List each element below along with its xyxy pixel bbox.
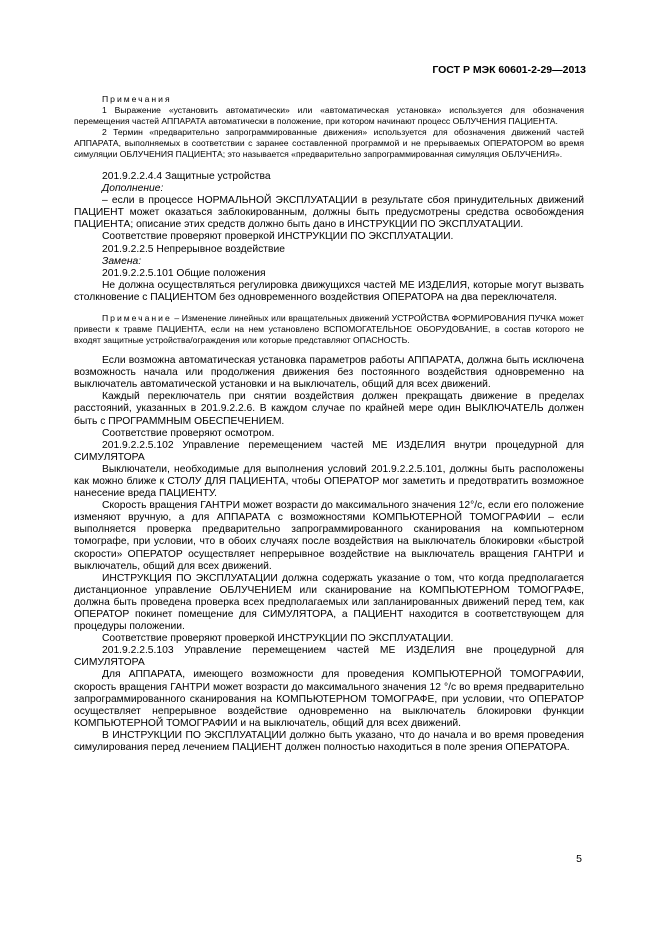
addition-label: Дополнение: bbox=[102, 183, 164, 195]
note-label: Примечание bbox=[102, 313, 172, 324]
paragraph: Скорость вращения ГАНТРИ может возрасти до максимального значения 12°/с, если его положение изменяют вручную, а для АППАРАТА с возможностями КОМПЬЮТЕРНОЙ ТОМОГРАФИИ – если выполняется проверка предварительно запрограммированного сканирования на компьютерном томографе, при условии, что в обоих случаях после воздействия на выключатель блокировки «быстрой скорости» ОПЕРАТОР осуществляет непрерывное воздействие на выключатель вращения ГАНТРИ и выключатель, общий для всех движений. bbox=[74, 500, 584, 572]
note bbox=[74, 313, 584, 346]
paragraph: Выключатели, необходимые для выполнения условий 201.9.2.2.5.101, должны быть расположены как можно ближе к СТОЛУ ДЛЯ ПАЦИЕНТА, чтобы ОПЕРАТОР мог заметить и предотвратить возможное нанесение вреда ПАЦИЕНТУ. bbox=[74, 463, 584, 500]
paragraph: Если возможна автоматическая установка параметров работы АППАРАТА, должна быть исключена возможность начала или продолжения движения без постоянного воздействия одновременно на выключатель автоматической установки и на выключатель, общий для всех движений. bbox=[74, 355, 584, 391]
note-text: – Изменение линейных или вращательных движений УСТРОЙСТВА ФОРМИРОВАНИЯ ПУЧКА может привести к травме ПАЦИЕНТА, если на нем установлено ВСПОМОГАТЕЛЬНОЕ ОБОРУДОВАНИЕ, в состав которого не входят защитные устройства/ограждения или которые представляют ОПАСНОСТЬ. bbox=[74, 313, 584, 346]
compliance-check-2: Соответствие проверяют осмотром. bbox=[102, 427, 275, 439]
list-item-release: – если в процессе НОРМАЛЬНОЙ ЭКСПЛУАТАЦИИ в результате сбоя принудительных движений ПАЦИЕНТ может оказаться заблокированным, должны быть предусмотрены средства освобождения ПАЦИЕНТА; описание этих средств должно быть дано в ИНСТРУКЦИИ ПО ЭКСПЛУАТАЦИИ. bbox=[74, 195, 584, 231]
page-number: 5 bbox=[576, 853, 582, 865]
section-heading-2225: 201.9.2.2.5 Непрерывное воздействие bbox=[102, 243, 285, 255]
paragraph: Для АППАРАТА, имеющего возможности для проведения КОМПЬЮТЕРНОЙ ТОМОГРАФИИ, скорость вращения ГАНТРИ может возрасти до максимального значения 12 °/с во время предварительно запрограммированного сканирования на КОМПЬЮТЕРНОМ ТОМОГРАФЕ, при условии, что ОПЕРАТОР осуществляет непрерывное воздействие одновременно на выключатель блокировки функции КОМПЬЮТЕРНОЙ ТОМОГРАФИИ и на выключатель, общий для всех движений. bbox=[74, 669, 584, 729]
section-heading-22253: 201.9.2.2.5.103 Управление перемещением частей МЕ ИЗДЕЛИЯ вне процедурной для СИМУЛЯТОРА bbox=[74, 645, 584, 669]
note-2: 2 Термин «предварительно запрограммированные движения» используется для обозначения движений частей АППАРАТА, выполняемых в соответствии с заранее составленной программой и не прерываемых ОПЕРАТОРОМ во время симуляции ОБЛУЧЕНИЯ ПАЦИЕНТА; это называется «предварительно запрограммированная симуляция ОБЛУЧЕНИЯ». bbox=[74, 127, 584, 159]
document-id-header: ГОСТ Р МЭК 60601-2-29—2013 bbox=[432, 64, 586, 76]
paragraph: ИНСТРУКЦИЯ ПО ЭКСПЛУАТАЦИИ должна содержать указание о том, что когда предполагается дистанционное управление ОБЛУЧЕНИЕМ или сканирование на КОМПЬЮТЕРНОМ ТОМОГРАФЕ, должна быть проведена проверка всех предполагаемых или запланированных движений перед тем, как ОПЕРАТОР покинет помещение для СИМУЛЯТОРА, а ПАЦИЕНТ находится в соответствующем для процедуры положении. bbox=[74, 572, 584, 633]
section-heading-2244: 201.9.2.2.4.4 Защитные устройства bbox=[102, 171, 271, 182]
section-heading-22252: 201.9.2.2.5.102 Управление перемещением частей МЕ ИЗДЕЛИЯ внутри процедурной для СИМУЛЯТОРА bbox=[74, 439, 584, 463]
document-body bbox=[74, 94, 584, 754]
section-heading-22251: 201.9.2.2.5.101 Общие положения bbox=[102, 267, 266, 279]
paragraph: В ИНСТРУКЦИИ ПО ЭКСПЛУАТАЦИИ должно быть указано, что до начала и во время проведения симулирования перед лечением ПАЦИЕНТ должен полностью находиться в поле зрения ОПЕРАТОРА. bbox=[74, 729, 584, 754]
replacement-label: Замена: bbox=[102, 255, 142, 267]
paragraph: Каждый переключатель при снятии воздействия должен прекращать движение в пределах расстояний, указанных в 201.9.2.2.6. В каждом случае по крайней мере один ВЫКЛЮЧАТЕЛЬ должен быть с ПРОГРАММНЫМ ОБЕСПЕЧЕНИЕМ. bbox=[74, 391, 584, 427]
compliance-check-3: Соответствие проверяют проверкой ИНСТРУКЦИИ ПО ЭКСПЛУАТАЦИИ. bbox=[102, 633, 454, 645]
note-1: 1 Выражение «установить автоматически» или «автоматическая установка» используется для обозначения перемещения частей АППАРАТА автоматически в положение, при котором начинают процесс ОБЛУЧЕНИЯ ПАЦИЕНТА. bbox=[74, 105, 584, 126]
paragraph: Не должна осуществляться регулировка движущихся частей МЕ ИЗДЕЛИЯ, которые могут вызвать столкновение с ПАЦИЕНТОМ без одновременного воздействия ОПЕРАТОРА на два переключателя. bbox=[74, 279, 584, 303]
compliance-check-1: Соответствие проверяют проверкой ИНСТРУКЦИИ ПО ЭКСПЛУАТАЦИИ. bbox=[102, 231, 454, 243]
notes-title: Примечания bbox=[102, 94, 172, 104]
